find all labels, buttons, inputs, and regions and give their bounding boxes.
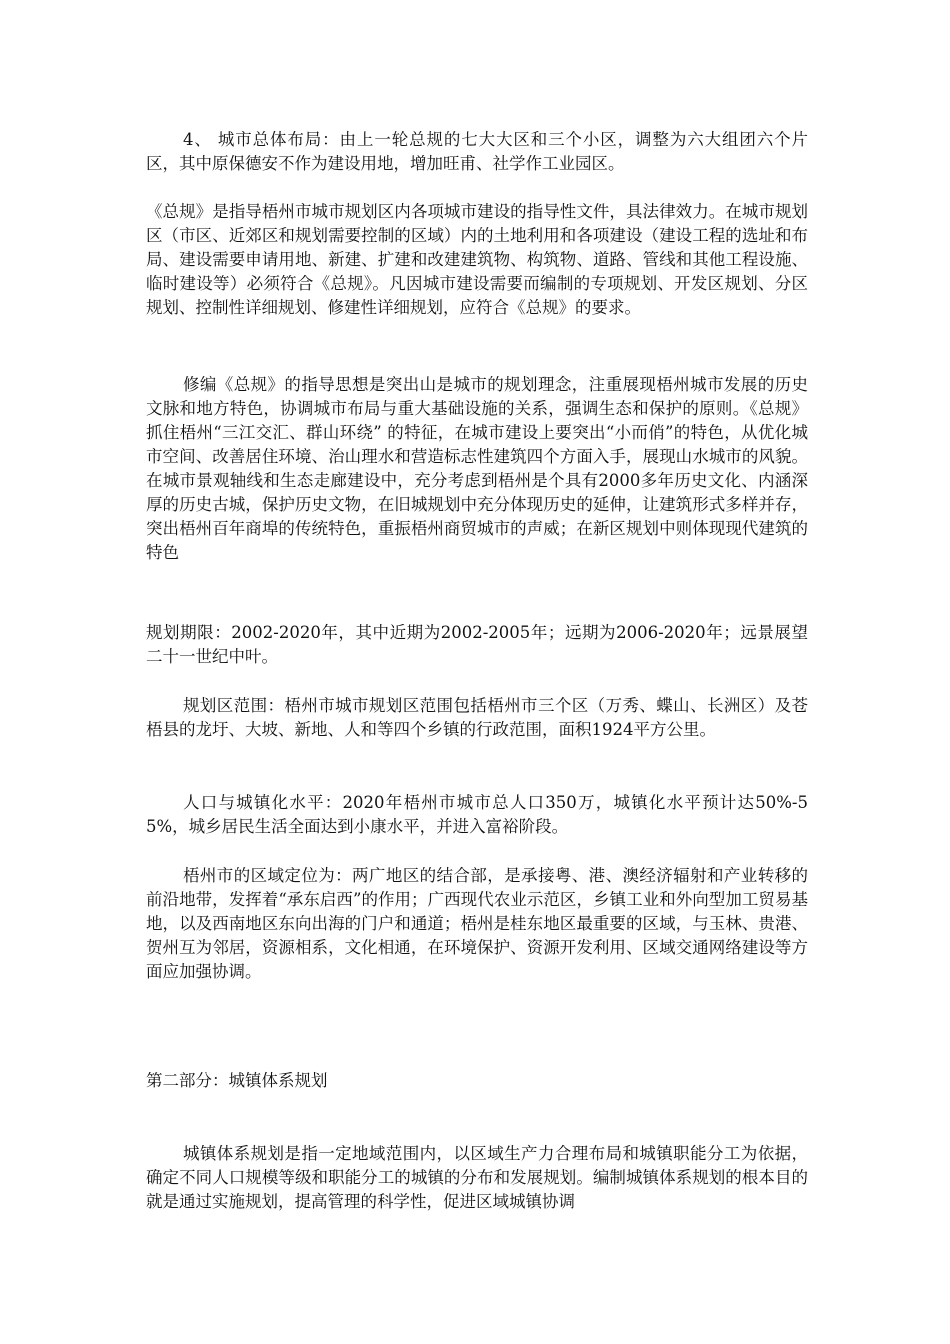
paragraph-urban-layout: 4、 城市总体布局：由上一轮总规的七大大区和三个小区，调整为六大组团六个片区，其中原保德安不作为建设用地，增加旺甫、社学作工业园区。 <box>146 130 808 173</box>
paragraph-planning-area: 规划区范围：梧州市城市规划区范围包括梧州市三个区（万秀、蝶山、长洲区）及苍梧县的龙圩、大坡、新地、人和等四个乡镇的行政范围，面积1924平方公里。 <box>146 696 808 739</box>
paragraph-urban-system: 城镇体系规划是指一定地域范围内，以区域生产力合理布局和城镇职能分工为依据，确定不同人口规模等级和职能分工的城镇的分布和发展规划。编制城镇体系规划的根本目的就是通过实施规划，提高管理的科学性，促进区域城镇协调 <box>146 1144 808 1211</box>
paragraph-guiding-ideology: 修编《总规》的指导思想是突出山是城市的规划理念，注重展现梧州城市发展的历史文脉和地方特色，协调城市布局与重大基础设施的关系，强调生态和保护的原则。《总规》抓住梧州“三江交汇、群山环绕” 的特征，在城市建设上要突出“小而俏”的特色，从优化城市空间、改善居住环境、治山理水和营造标志性建筑四个方面入手，展现山水城市的风貌。在城市景观轴线和生态走廊建设中，充分考虑到梧州是个具有2000多年历史文化、内涵深厚的历史古城，保护历史文物，在旧城规划中充分体现历史的延伸，让建筑形式多样并存，突出梧州百年商埠的传统特色，重振梧州商贸城市的声威；在新区规划中则体现现代建筑的特色 <box>146 375 808 562</box>
section-heading: 第二部分：城镇体系规划 <box>146 1071 328 1090</box>
paragraph-regional-positioning: 梧州市的区域定位为：两广地区的结合部，是承接粤、港、澳经济辐射和产业转移的前沿地带，发挥着“承东启西”的作用；广西现代农业示范区，乡镇工业和外向型加工贸易基地，以及西南地区东向出海的门户和通道；梧州是桂东地区最重要的区域，与玉林、贵港、贺州互为邻居，资源相系，文化相通，在环境保护、资源开发利用、区域交通网络建设等方面应加强协调。 <box>146 866 808 981</box>
paragraph-population: 人口与城镇化水平：2020年梧州市城市总人口350万，城镇化水平预计达50%-55%，城乡居民生活全面达到小康水平，并进入富裕阶段。 <box>146 793 808 836</box>
paragraph-master-plan-authority: 《总规》是指导梧州市城市规划区内各项城市建设的指导性文件，具法律效力。在城市规划区（市区、近郊区和规划需要控制的区域）内的土地利用和各项建设（建设工程的选址和布局、建设需要申请用地、新建、扩建和改建建筑物、构筑物、道路、管线和其他工程设施、临时建设等）必须符合《总规》。凡因城市建设需要而编制的专项规划、开发区规划、分区规划、控制性详细规划、修建性详细规划，应符合《总规》的要求。 <box>146 202 808 317</box>
paragraph-planning-period: 规划期限：2002-2020年，其中近期为2002-2005年；远期为2006-2020年；远景展望二十一世纪中叶。 <box>146 623 808 666</box>
